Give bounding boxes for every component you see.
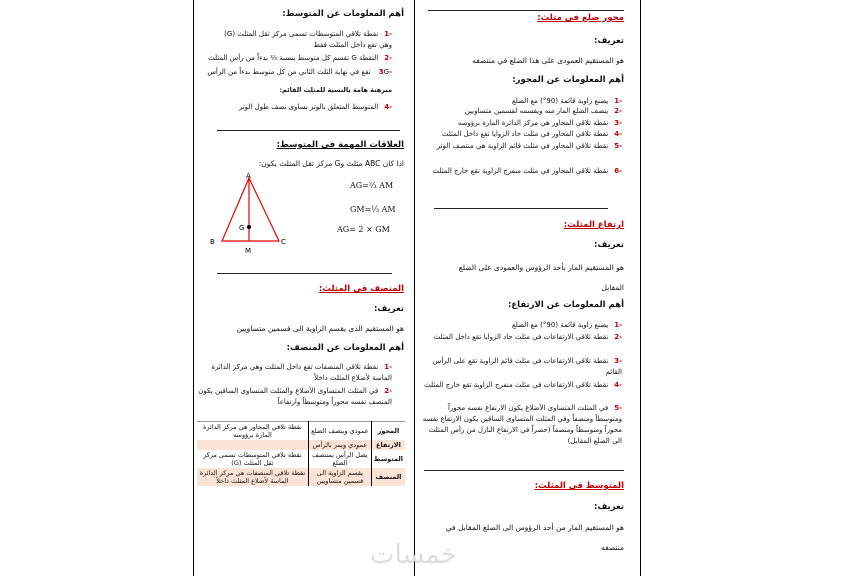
table-row — [197, 440, 405, 450]
list-item: -4نقطة تلاقي المحاور في مثلث حاد الزوايا تقع داخل المثلث — [441, 130, 622, 138]
list-item: -5في المثلث المتساوى الأضلاع يكون الارتفاع نفسه محوراً ومتوسطاً ومنصفاً وفي المثلث المتساوى الساقين يكون الارتفاع نفسه محوراً ومتوسطاً ومنصفاً (حصراً في الارتفاع النازل من رأس المثلث الى الضلع المقابل) — [422, 404, 622, 445]
table-cell: يصل الرأس بمنتصف الضلع — [308, 450, 371, 468]
def-label: تعريف: — [374, 304, 404, 314]
def-label: تعريف: — [594, 502, 624, 512]
table-cell: المتوسط — [371, 450, 405, 468]
list-item: -3نقطة تلاقي الارتفاعات في مثلث قائم الزاوية تقع على الرأس القائم — [432, 357, 622, 376]
watermark-logo: خمسات — [370, 540, 457, 570]
table-row — [197, 468, 405, 486]
divider — [428, 10, 624, 11]
table-cell: نقطة تلاقي المنصفات هي مركز الدائرة الماسة لأضلاع المثلث داخلاً — [197, 468, 308, 486]
def-label: تعريف: — [594, 240, 624, 250]
table-cell: يقسم الزاوية الى قسمين متساويين — [308, 468, 371, 486]
section-title: ارتفاع المثلث: — [563, 220, 624, 230]
section-title: المنصف فى المثلث: — [319, 284, 404, 294]
list-item: -1نقطة تلاقي المنصفات تقع داخل المثلث وهي مركز الدائرة الماسة لأضلاع المثلث داخلاً — [211, 363, 392, 382]
summary-table — [197, 421, 405, 486]
column-divider — [414, 0, 415, 576]
list-item: -1يصنع زاوية قائمة (90°) مع الضلع — [512, 321, 622, 329]
list-item: -2نقطة تلاقي الارتفاعات في مثلث حاد الزوايا تقع داخل المثلث — [433, 333, 622, 341]
list-item: -3نقطة تلاقي المحاور هي مركز الدائرة المارة برؤوسه — [457, 119, 622, 127]
table-cell: الارتفاع — [371, 440, 405, 450]
info-heading: أهم المعلومات عن المنصف: — [286, 343, 404, 353]
table-cell: عمودي ويمر بالرأس — [308, 440, 371, 450]
divider — [217, 273, 392, 274]
info-heading: أهم المعلومات عن المتوسط: — [282, 9, 404, 19]
info-heading: أهم المعلومات عن المحور: — [512, 75, 624, 85]
point-label-C: C — [281, 238, 286, 246]
list-item: -3G تقع في نهاية الثلث الثاني من كل متوسط بدءاً من الرأس — [207, 68, 392, 76]
list-item: -2النقطة G تقسم كل متوسط بنسبة ⅔ بدءاً من رأس المثلث — [208, 54, 392, 62]
section-title: محور ضلع فى مثلث: — [537, 13, 624, 23]
list-item: -2في المثلث المتساوى الأضلاع والمثلث المتساوى الساقين يكون المنصف نفسه محوراً ومتوسطاً وارتفاعاً — [198, 387, 392, 406]
section-title: المتوسط فى المثلث: — [534, 481, 624, 491]
divider — [217, 130, 400, 131]
list-item: -4المتوسط المتعلق بالوتر يساوى نصف طول الوتر — [238, 103, 392, 111]
table-cell: المنصف — [371, 468, 405, 486]
page-border-left — [193, 0, 194, 576]
point-label-M: M — [245, 247, 252, 255]
info-heading: أهم المعلومات عن الارتفاع: — [507, 300, 624, 310]
table-row — [197, 422, 405, 441]
table-cell: نقطة تلاقي المحاور هي مركز الدائرة المارة برؤوسه — [197, 422, 308, 441]
formula-ag-gm: AG= 2 × GM — [337, 225, 390, 234]
formula-ag: AG=⅔ AM — [350, 181, 394, 190]
list-item: -1يصنع زاوية قائمة (90°) مع الضلع — [512, 97, 622, 105]
list-item: -2ينصف الضلع المار منه ويقسمه لقسمين متساويين — [464, 107, 622, 115]
table-row — [197, 450, 405, 468]
definition: منتصفه — [601, 543, 624, 552]
list-item: -5نقطة تلاقي المحاور في مثلث قائم الزاوية هي منتصف الوتر — [436, 142, 622, 150]
relation-intro: اذا كان ABC مثلث وG مركز ثقل المثلث يكون: — [258, 159, 404, 168]
point-label-B: B — [210, 238, 215, 246]
point-label-G: G — [239, 224, 245, 232]
list-item: -1نقطة تلاقي المتوسطات تسمى مركز ثقل المثلث (G) وهي تقع داخل المثلث فقط — [224, 30, 392, 49]
definition: هو المستقيم الذى يقسم الزاوية الى قسمين متساويين — [236, 324, 404, 333]
definition: المقابل — [601, 283, 624, 292]
definition: هو المستقيم العمودى على هذا الضلع في منتصفه — [472, 56, 624, 65]
triangle-diagram — [205, 170, 300, 255]
table-cell — [197, 440, 308, 450]
divider — [434, 208, 608, 209]
list-item: -4نقطة تلاقي الارتفاعات في مثلث منفرج الزاوية تقع خارج المثلث — [424, 381, 622, 389]
definition: هو المستقيم المار من أحد الرؤوس الى الضلع المقابل في — [445, 523, 624, 532]
table-cell: عمودي وينصف الضلع — [308, 422, 371, 441]
divider — [424, 470, 624, 471]
point-label-A: A — [246, 172, 251, 180]
formula-gm: GM=⅓ AM — [350, 205, 396, 214]
def-label: تعريف: — [594, 36, 624, 46]
page-border-right — [640, 0, 641, 576]
section-title: العلاقات المهمة فى المتوسط: — [276, 140, 404, 150]
table-cell: نقطة تلاقي المتوسطات تسمى مركز ثقل المثلث (G) — [203, 451, 302, 467]
theorem-heading: مبرهنة هامة بالنسبة للمثلث القائم: — [279, 86, 392, 94]
table-cell: المحور — [371, 422, 405, 441]
definition: هو المستقيم المار بأحد الرؤوس والعمودى على الضلع — [458, 263, 624, 272]
list-item: -6نقطة تلاقي المحاور في مثلث منفرج الزاوية تقع خارج المثلث — [432, 167, 622, 175]
